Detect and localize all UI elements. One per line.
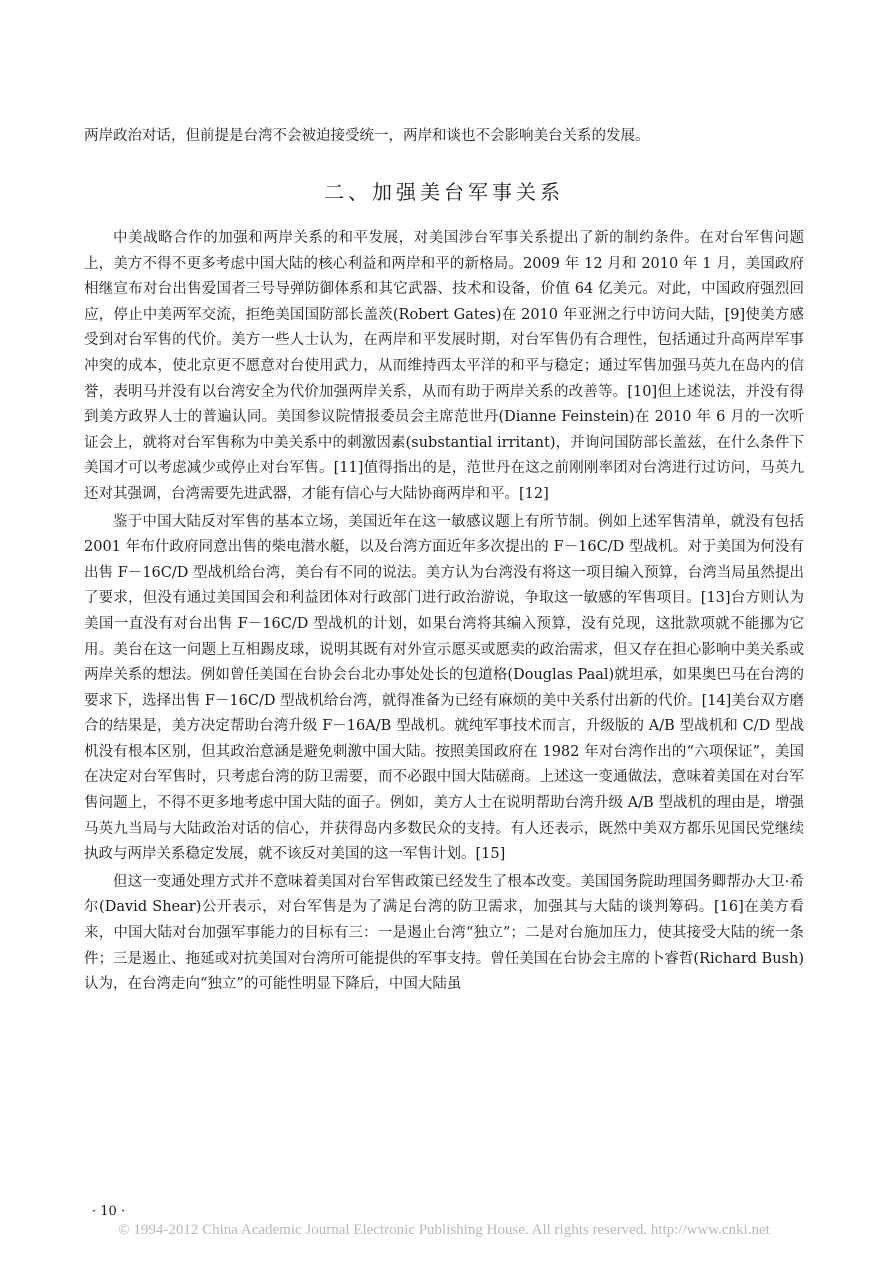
page-number: · 10 · [92,1204,126,1219]
paragraph-2: 鉴于中国大陆反对军售的基本立场，美国近年在这一敏感议题上有所节制。例如上述军售清单，就没有包括 2001 年布什政府同意出售的柴电潜水艇，以及台湾方面近年多次提出的 F－16C/D 型战机。对于美国为何没有出售 F－16C/D 型战机给台湾，美台有不同的说法。美方认为台湾没有将这一项目编入预算，台湾当局虽然提出了要求，但没有通过美国国会和利益团体对行政部门进行政治游说，争取这一敏感的军售项目。[13]台方则认为美国一直没有对台出售 F－16C/D 型战机的计划，如果台湾将其编入预算，没有兑现，这批款项就不能挪为它用。美台在这一问题上互相踢皮球，说明其既有对外宣示愿买或愿卖的政治需求，但又存在担心影响中美关系或两岸关系的想法。例如曾任美国在台协会台北办事处处长的包道格(Douglas Paal)就坦承，如果奥巴马在台湾的要求下，选择出售 F－16C/D 型战机给台湾，就得准备为已经有麻烦的美中关系付出新的代价。[14]美台双方磨合的结果是，美方决定帮助台湾升级 F－16A/B 型战机。就纯军事技术而言，升级版的 A/B 型战机和 C/D 型战机没有根本区别，但其政治意涵是避免刺激中国大陆。按照美国政府在 1982 年对台湾作出的“六项保证”，美国在决定对台军售时，只考虑台湾的防卫需要，而不必跟中国大陆磋商。上述这一变通做法，意味着美国在对台军售问题上，不得不更多地考虑中国大陆的面子。例如，美方人士在说明帮助台湾升级 A/B 型战机的理由是，增强马英九当局与大陆政治对话的信心，并获得岛内多数民众的支持。有人还表示，既然中美双方都乐见国民党继续执政与两岸关系稳定发展，就不该反对美国的这一军售计划。[15] [84,513,804,863]
section-heading: 二、加强美台军事关系 [324,180,564,204]
article-body [84,226,804,1000]
intro-line: 两岸政治对话，但前提是台湾不会被迫接受统一，两岸和谈也不会影响美台关系的发展。 [84,128,650,144]
copyright-watermark: © 1994-2012 China Academic Journal Electronic Publishing House. All rights reserved. http://www.cnki.net [118,1222,770,1238]
paragraph-1: 中美战略合作的加强和两岸关系的和平发展，对美国涉台军事关系提出了新的制约条件。在对台军售问题上，美方不得不更多考虑中国大陆的核心利益和两岸和平的新格局。2009 年 12 月和 2010 年 1 月，美国政府相继宣布对台出售爱国者三号导弹防御体系和其它武器、技术和设备，价值 64 亿美元。对此，中国政府强烈回应，停止中美两军交流，拒绝美国国防部长盖茨(Robert Gates)在 2010 年亚洲之行中访问大陆，[9]使美方感受到对台军售的代价。美方一些人士认为，在两岸和平发展时期，对台军售仍有合理性，包括通过升高两岸军事冲突的成本，使北京更不愿意对台使用武力，从而维持西太平洋的和平与稳定；通过军售加强马英九在岛内的信誉，表明马并没有以台湾安全为代价加强两岸关系，从而有助于两岸关系的改善等。[10]但上述说法，并没有得到美方政界人士的普遍认同。美国参议院情报委员会主席范世丹(Dianne Feinstein)在 2010 年 6 月的一次听证会上，就将对台军售称为中美关系中的刺激因素(substantial irritant)，并询问国防部长盖兹，在什么条件下美国才可以考虑减少或停止对台军售。[11]值得指出的是，范世丹在这之前刚刚率团对台湾进行过访问，马英九还对其强调，台湾需要先进武器，才能有信心与大陆协商两岸和平。[12] [84,230,804,502]
paragraph-3: 但这一变通处理方式并不意味着美国对台军售政策已经发生了根本改变。美国国务院助理国务卿帮办大卫·希尔(David Shear)公开表示，对台军售是为了满足台湾的防卫需求，加强其与大陆的谈判筹码。[16]在美方看来，中国大陆对台加强军事能力的目标有三：一是遏止台湾“独立”；二是对台施加压力，使其接受大陆的统一条件；三是遏止、拖延或对抗美国对台湾所可能提供的军事支持。曾任美国在台协会主席的卜睿哲(Richard Bush)认为，在台湾走向“独立”的可能性明显下降后，中国大陆虽 [84,873,804,993]
